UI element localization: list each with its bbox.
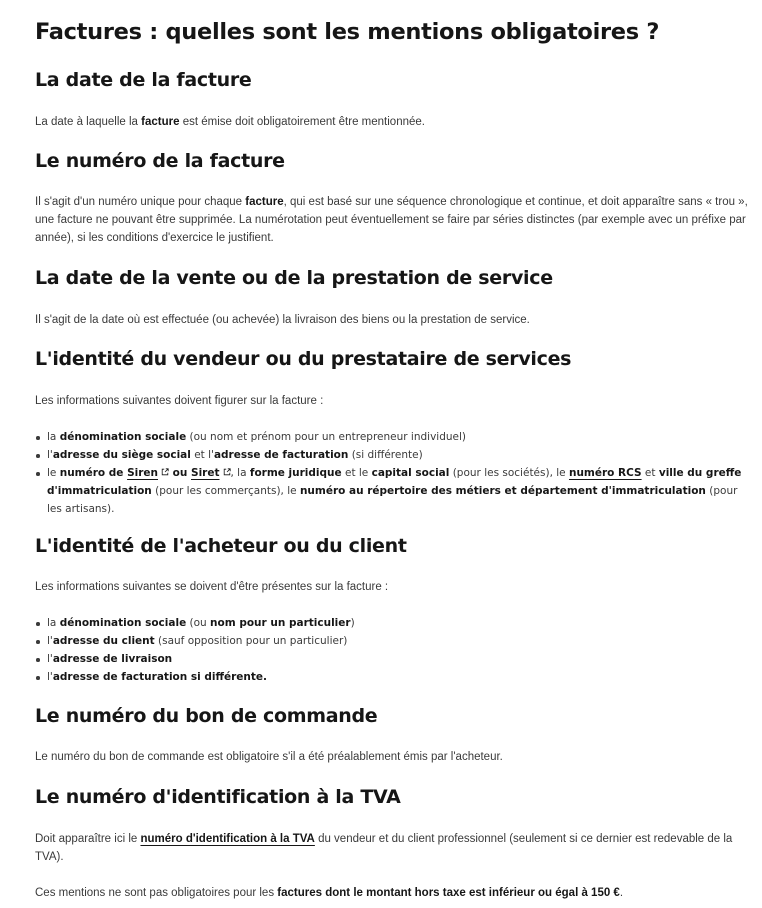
external-link-icon [161,468,169,476]
page-title: Factures : quelles sont les mentions obligatoires ? [35,19,660,45]
text: Doit apparaître ici le [35,833,141,845]
text: ) [350,617,355,629]
text: La date à laquelle la [35,116,142,128]
text: (pour les commerçants), le [151,485,300,497]
text: et [641,467,659,479]
tva-number-link[interactable]: numéro d'identification à la TVA [140,833,315,845]
paragraph-tva [35,830,755,866]
bold-text: capital social [371,467,450,479]
text: l' [47,671,53,683]
bold-text: adresse de facturation [213,449,349,461]
siret-link[interactable] [191,467,230,479]
text: l' [47,653,53,665]
list-acheteur [35,614,750,686]
list-item [35,614,750,632]
list-item [35,464,750,518]
bold-text: ville du greffe d'immatriculation [47,467,742,497]
link-label: Siren [127,467,159,479]
text: , la [230,467,250,479]
text: (sauf opposition pour un particulier) [154,635,348,647]
text: , qui est basé sur une séquence chronologique et continue, et doit apparaître sans « trou », une facture ne pouvant être supprimée. La numérotation peut éventuellement se faire par séries distinctes (par exemple avec un préfixe par année), si les conditions d'exercice le justifient. [35,196,748,244]
link-label: Siret [191,467,220,479]
bold-text: adresse de facturation si différente. [52,671,268,683]
bold-text: dénomination sociale [59,431,187,443]
bold-text: ou [169,467,192,479]
heading-acheteur: L'identité de l'acheteur ou du client [35,535,407,557]
paragraph-date-facture [35,113,755,131]
text: et l' [190,449,214,461]
heading-vendeur: L'identité du vendeur ou du prestataire de services [35,348,572,370]
bold-text: factures dont le montant hors taxe est inférieur ou égal à 150 € [277,887,620,899]
text: du vendeur et du client professionnel (seulement si ce dernier est redevable de la TVA). [35,833,733,863]
paragraph-acheteur-intro: Les informations suivantes se doivent d'être présentes sur la facture : [35,581,389,593]
text: est émise doit obligatoirement être mentionnée. [179,116,425,128]
bold-text: adresse du siège social [52,449,191,461]
heading-bon-commande: Le numéro du bon de commande [35,705,378,727]
bold-text: forme juridique [249,467,342,479]
text: (pour les sociétés), le [449,467,569,479]
siren-link[interactable] [127,467,169,479]
paragraph-tva-exemption [35,884,755,902]
list-vendeur [35,428,750,518]
list-item [35,428,750,446]
heading-date-facture: La date de la facture [35,69,252,91]
bold-text: adresse du client [52,635,155,647]
bold-text: numéro de [59,467,128,479]
bold-text: dénomination sociale [59,617,187,629]
bold-text: facture [141,116,180,128]
text: (pour les artisans). [47,485,738,515]
text: Ces mentions ne sont pas obligatoires pour les [35,887,278,899]
list-item [35,668,750,686]
text: Il s'agit d'un numéro unique pour chaque [35,196,246,208]
heading-numero-facture: Le numéro de la facture [35,150,285,172]
text: (ou nom et prénom pour un entrepreneur individuel) [186,431,466,443]
bold-text: numéro au répertoire des métiers et département d'immatriculation [299,485,706,497]
heading-tva: Le numéro d'identification à la TVA [35,786,401,808]
list-item [35,446,750,464]
text: le [47,467,60,479]
list-item [35,632,750,650]
bold-text: nom pour un particulier [210,617,351,629]
heading-date-vente: La date de la vente ou de la prestation de service [35,267,553,289]
text: (si différente) [348,449,423,461]
bold-text: facture [245,196,284,208]
text: l' [47,635,53,647]
text: (ou [186,617,211,629]
rcs-link[interactable]: numéro RCS [568,467,642,479]
bold-text: adresse de livraison [52,653,173,665]
paragraph-date-vente: Il s'agit de la date où est effectuée (ou achevée) la livraison des biens ou la prestation de service. [35,314,530,326]
external-link-icon [223,468,231,476]
text: la [47,617,60,629]
text: la [47,431,60,443]
text: . [619,887,624,899]
list-item [35,650,750,668]
text: et le [341,467,372,479]
paragraph-numero-facture [35,193,755,247]
paragraph-bon-commande: Le numéro du bon de commande est obligatoire s'il a été préalablement émis par l'acheteur. [35,751,503,763]
text: l' [47,449,53,461]
paragraph-vendeur-intro: Les informations suivantes doivent figurer sur la facture : [35,395,324,407]
